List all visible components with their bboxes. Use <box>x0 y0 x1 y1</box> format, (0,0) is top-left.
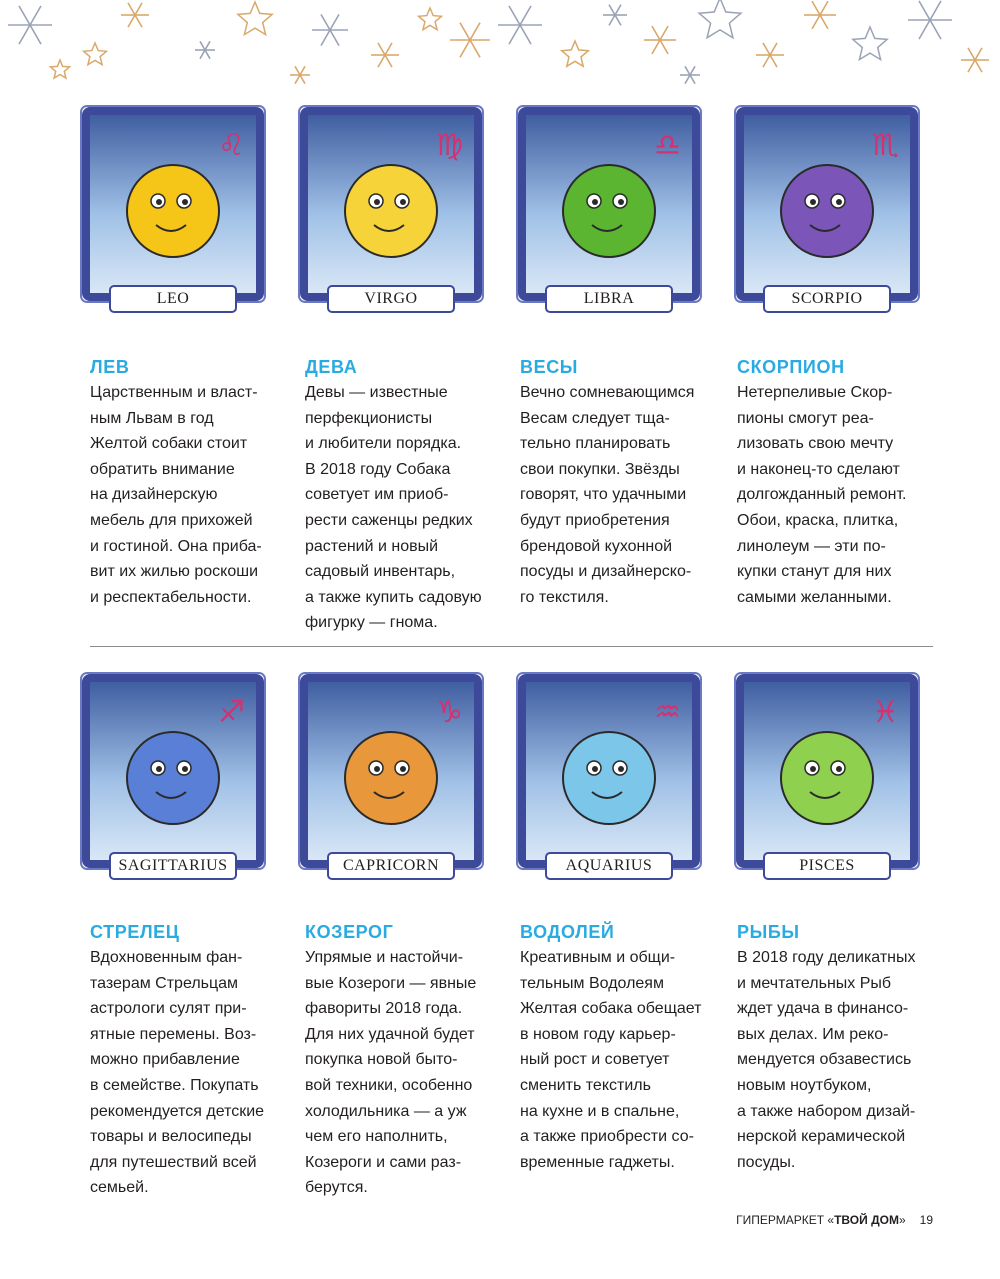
page-footer <box>736 1213 933 1227</box>
horoscope-line: вит их жилью роскоши <box>90 563 258 581</box>
snowflake-icon <box>804 1 836 29</box>
snowflake-icon <box>290 66 310 83</box>
zodiac-card-leo <box>78 103 268 323</box>
sign-title: ВЕСЫ <box>520 357 579 377</box>
snowflake-icon <box>680 66 700 83</box>
footer-brand: ТВОЙ ДОМ <box>834 1213 899 1227</box>
horoscope-line: для путешествий всей <box>90 1153 257 1171</box>
zodiac-card-capricorn <box>296 670 486 890</box>
horoscope-line: ятные перемены. Воз- <box>90 1025 257 1043</box>
page-number: 19 <box>919 1213 933 1227</box>
horoscope-line: растений и новый <box>305 537 439 555</box>
sign-label: PISCES <box>799 857 855 874</box>
horoscope-line: тазерам Стрельцам <box>90 974 239 992</box>
horoscope-line: Козероги и сами раз- <box>305 1153 462 1171</box>
horoscope-line: рекомендуется детские <box>90 1102 265 1120</box>
horoscope-line: фавориты 2018 года. <box>305 1000 463 1018</box>
horoscope-line: Обои, краска, плитка, <box>737 511 899 529</box>
horoscope-line: Весам следует тща- <box>520 409 670 427</box>
horoscope-line: чем его наполнить, <box>305 1128 448 1146</box>
zodiac-card-scorpio <box>732 103 922 323</box>
horoscope-line: ждет удача в финансо- <box>737 1000 909 1018</box>
horoscope-line: линолеум — эти по- <box>737 537 886 555</box>
horoscope-line: посуды и дизайнерско- <box>520 563 692 581</box>
horoscope-line: вые Козероги — явные <box>305 974 477 992</box>
horoscope-line: Креативным и общи- <box>520 949 676 966</box>
sign-label: SCORPIO <box>791 290 863 307</box>
snowflake-icon <box>195 41 215 58</box>
snowflake-icon <box>961 48 989 72</box>
horoscope-capricorn <box>305 922 510 1201</box>
zodiac-symbol-icon: ♏ <box>872 128 899 163</box>
horoscope-pisces <box>737 922 942 1175</box>
snowflake-icon <box>121 3 149 27</box>
snowflake-icon <box>312 14 348 45</box>
horoscope-leo <box>90 357 295 610</box>
horoscope-line: нерской керамической <box>737 1128 906 1146</box>
sign-label: SAGITTARIUS <box>118 857 228 874</box>
horoscope-line: пионы смогут реа- <box>737 409 874 427</box>
horoscope-line: говорят, что удачными <box>520 486 687 504</box>
horoscope-line: Желтой собаки стоит <box>90 435 248 453</box>
sign-title: СКОРПИОН <box>737 357 845 377</box>
horoscope-line: Вечно сомневающимся <box>520 384 695 401</box>
horoscope-line: Царственным и власт- <box>90 384 258 401</box>
horoscope-line: можно прибавление <box>90 1051 240 1069</box>
horoscope-line: холодильника — а уж <box>305 1102 467 1120</box>
star-icon <box>51 60 70 78</box>
horoscope-line: берутся. <box>305 1179 368 1197</box>
section-divider <box>90 646 933 647</box>
zodiac-symbol-icon: ♓ <box>872 695 899 730</box>
horoscope-line: Девы — известные <box>305 384 448 401</box>
horoscope-line: и гостиной. Она приба- <box>90 537 262 555</box>
horoscope-virgo <box>305 357 510 636</box>
sign-title: КОЗЕРОГ <box>305 922 394 942</box>
snowflake-icon <box>8 6 52 44</box>
star-icon <box>699 0 741 38</box>
snowflake-icon <box>603 5 627 26</box>
zodiac-symbol-icon: ♐ <box>218 695 245 730</box>
horoscope-line: будут приобретения <box>520 511 670 529</box>
horoscope-line: брендовой кухонной <box>520 537 673 555</box>
horoscope-line: В 2018 году деликатных <box>737 949 916 966</box>
horoscope-line: посуды. <box>737 1153 796 1171</box>
zodiac-symbol-icon: ♍ <box>436 128 463 163</box>
horoscope-line: мебель для прихожей <box>90 511 253 529</box>
horoscope-line: ным Львам в год <box>90 409 214 427</box>
horoscope-line: временные гаджеты. <box>520 1153 675 1171</box>
horoscope-line: Нетерпеливые Скор- <box>737 384 893 401</box>
sign-title: ДЕВА <box>305 357 358 377</box>
horoscope-line: новым ноутбуком, <box>737 1076 872 1094</box>
sign-label: AQUARIUS <box>565 857 653 874</box>
star-icon <box>84 43 107 65</box>
horoscope-line: на дизайнерскую <box>90 486 218 504</box>
horoscope-line: в новом году карьер- <box>520 1025 676 1043</box>
horoscope-line: и мечтательных Рыб <box>737 974 892 992</box>
horoscope-line: свои покупки. Звёзды <box>520 460 680 478</box>
horoscope-line: вых делах. Им реко- <box>737 1025 889 1043</box>
horoscope-line: товары и велосипеды <box>90 1128 252 1146</box>
horoscope-line: а также набором дизай- <box>737 1102 916 1120</box>
horoscope-line: советует им приоб- <box>305 486 449 504</box>
zodiac-card-pisces <box>732 670 922 890</box>
zodiac-card-libra <box>514 103 704 323</box>
horoscope-line: семьей. <box>90 1179 149 1197</box>
snowflake-decoration <box>0 0 1000 95</box>
snowflake-icon <box>371 43 399 67</box>
snowflake-icon <box>498 6 542 44</box>
zodiac-symbol-icon: ♌ <box>218 128 245 163</box>
sign-label: LIBRA <box>583 290 635 307</box>
horoscope-line: Желтая собака обещает <box>520 1000 702 1018</box>
star-icon <box>562 41 589 66</box>
footer-prefix: ГИПЕРМАРКЕТ « <box>736 1213 835 1227</box>
horoscope-line: купки станут для них <box>737 563 892 581</box>
snowflake-icon <box>756 43 784 67</box>
sign-label: VIRGO <box>364 290 418 307</box>
sign-label: LEO <box>156 290 190 307</box>
horoscope-line: самыми желанными. <box>737 588 892 606</box>
snowflake-icon <box>908 1 952 39</box>
horoscope-line: ный рост и советует <box>520 1051 670 1069</box>
horoscope-line: садовый инвентарь, <box>305 563 456 581</box>
star-icon <box>419 8 442 30</box>
horoscope-line: и респектабельности. <box>90 588 252 606</box>
horoscope-line: фигурку — гнома. <box>305 614 438 632</box>
horoscope-line: мендуется обзавестись <box>737 1051 912 1069</box>
horoscope-line: долгожданный ремонт. <box>737 486 907 504</box>
horoscope-scorpio <box>737 357 942 610</box>
sign-title: ЛЕВ <box>90 357 130 377</box>
zodiac-card-virgo <box>296 103 486 323</box>
zodiac-symbol-icon: ♑ <box>436 695 463 730</box>
horoscope-line: а также купить садовую <box>305 588 482 606</box>
horoscope-aquarius <box>520 922 725 1175</box>
snowflake-icon <box>450 23 490 58</box>
horoscope-line: Упрямые и настойчи- <box>305 949 464 966</box>
horoscope-line: и наконец-то сделают <box>737 460 900 478</box>
horoscope-line: в семействе. Покупать <box>90 1076 259 1094</box>
horoscope-libra <box>520 357 725 610</box>
horoscope-line: го текстиля. <box>520 588 609 606</box>
horoscope-line: а также приобрести со- <box>520 1128 694 1146</box>
zodiac-symbol-icon: ♎ <box>654 128 681 163</box>
horoscope-line: тельным Водолеям <box>520 974 664 992</box>
horoscope-line: Для них удачной будет <box>305 1025 475 1043</box>
sign-title: ВОДОЛЕЙ <box>520 922 615 942</box>
horoscope-line: вой техники, особенно <box>305 1076 473 1094</box>
horoscope-line: лизовать свою мечту <box>737 435 894 453</box>
horoscope-line: сменить текстиль <box>520 1076 651 1094</box>
sign-title: РЫБЫ <box>737 922 800 942</box>
horoscope-line: астрологи сулят при- <box>90 1000 247 1018</box>
horoscope-line: рести саженцы редких <box>305 511 473 529</box>
sign-title: СТРЕЛЕЦ <box>90 922 180 942</box>
horoscope-line: В 2018 году Собака <box>305 460 451 478</box>
horoscope-sagittarius <box>90 922 295 1201</box>
sign-label: CAPRICORN <box>342 857 440 874</box>
horoscope-line: Вдохновенным фан- <box>90 949 243 966</box>
horoscope-line: покупка новой быто- <box>305 1051 458 1069</box>
horoscope-line: тельно планировать <box>520 435 671 453</box>
zodiac-symbol-icon: ♒ <box>654 695 681 730</box>
footer-suffix: » <box>898 1213 906 1227</box>
zodiac-card-sagittarius <box>78 670 268 890</box>
star-icon <box>853 27 887 60</box>
snowflake-icon <box>644 26 676 54</box>
star-icon <box>238 2 272 35</box>
horoscope-line: и любители порядка. <box>305 435 462 453</box>
horoscope-line: обратить внимание <box>90 460 235 478</box>
horoscope-line: перфекционисты <box>305 409 433 427</box>
zodiac-card-aquarius <box>514 670 704 890</box>
horoscope-line: на кухне и в спальне, <box>520 1102 680 1120</box>
